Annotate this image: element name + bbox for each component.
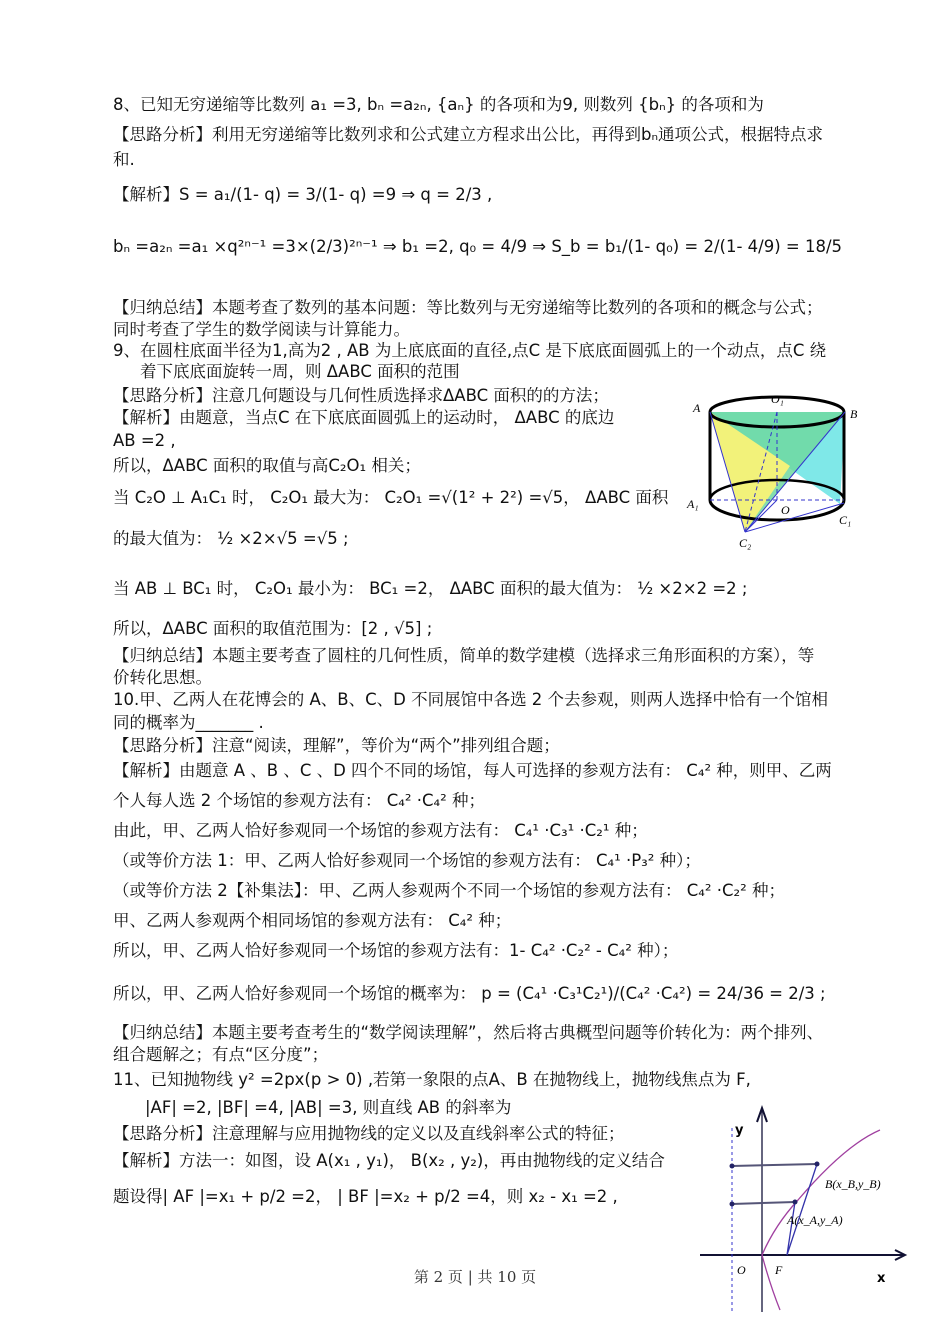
- label-o: O: [781, 503, 790, 517]
- q9-solution-2: 所以，ΔABC 面积的取值与高C₂O₁ 相关；: [113, 456, 421, 475]
- q10-analysis: 【思路分析】注意“阅读，理解”，等价为“两个”排列组合题；: [113, 736, 560, 755]
- q11-solution-1: 【解析】方法一：如图，设 A(x₁ , y₁)， B(x₂ , y₂)，再由抛物线的定义结合: [113, 1151, 665, 1170]
- q11-solution-2: 题设得| AF |=x₁ + p/2 =2， | BF |=x₂ + p/2 =4，则 x₂ - x₁ =2 ,: [113, 1187, 618, 1206]
- q9-solution: 【解析】由题意，当点C 在下底底面圆弧上的运动时， ΔABC 的底边: [113, 408, 615, 427]
- label-c1: C₁: [839, 513, 852, 527]
- q8-solution-1: 【解析】S = a₁/(1- q) = 3/(1- q) =9 ⇒ q = 2/3 ,: [113, 185, 493, 204]
- q10-summary: 【归纳总结】本题主要考查考生的“数学阅读理解”，然后将古典概型问题等价转化为：两个排列、: [113, 1023, 824, 1042]
- q10-solution-4: （或等价方法 1：甲、乙两人恰好参观同一个场馆的参观方法有： C₄¹ ·P₃² 种）；: [113, 851, 701, 870]
- label-y: y: [735, 1123, 744, 1138]
- label-a: A: [693, 401, 701, 415]
- q10-solution-2: 个人每人选 2 个场馆的参观方法有： C₄² ·C₄² 种；: [113, 791, 485, 810]
- q9-solution-4: 的最大值为： ½ ×2×√5 =√5 ;: [113, 529, 349, 548]
- q9-solution-6: 所以，ΔABC 面积的取值范围为：[2 , √5] ;: [113, 619, 433, 638]
- label-f: F: [775, 1263, 783, 1277]
- q9-statement: 9、在圆柱底面半径为1,高为2 , AB 为上底底面的直径,点C 是下底底面圆弧上的一个动点，点C 绕: [113, 341, 827, 360]
- label-o1: O₁: [771, 392, 784, 406]
- label-x: x: [877, 1271, 886, 1286]
- q9-analysis: 【思路分析】注意几何题设与几何性质选择求ΔABC 面积的的方法；: [113, 386, 609, 405]
- q10-statement: 10.甲、乙两人在花博会的 A、B、C、D 不同展馆中各选 2 个去参观，则两人选择中恰有一个馆相: [113, 690, 829, 709]
- q10-solution-1: 【解析】由题意 A 、B 、C 、D 四个不同的场馆，每人可选择的参观方法有： C₄² 种，则甲、乙两: [113, 761, 832, 780]
- label-o: O: [737, 1263, 746, 1277]
- q9-summary-cont: 价转化思想。: [113, 668, 212, 687]
- q8-summary: 【归纳总结】本题考查了数列的基本问题：等比数列与无穷递缩等比数列的各项和的概念与公式；: [113, 298, 823, 317]
- page-footer: 第 2 页 | 共 10 页: [413, 1268, 537, 1286]
- q11-statement: 11、已知抛物线 y² =2px(p > 0) ,若第一象限的点A、B 在抛物线上，抛物线焦点为 F,: [113, 1070, 751, 1089]
- q10-solution-7: 所以，甲、乙两人恰好参观同一个场馆的参观方法有：1- C₄² ·C₂² - C₄² 种）；: [113, 941, 679, 960]
- label-b: B: [850, 407, 858, 421]
- q9-solution-3: 当 C₂O ⊥ A₁C₁ 时， C₂O₁ 最大为： C₂O₁ =√(1² + 2²) =√5， ΔABC 面积: [113, 488, 669, 507]
- q8-summary-cont: 同时考查了学生的数学阅读与计算能力。: [113, 320, 410, 339]
- q9-solution-ab: AB =2 ,: [113, 431, 176, 450]
- q8-statement: 8、已知无穷递缩等比数列 a₁ =3, bₙ =a₂ₙ, {aₙ} 的各项和为9, 则数列 {bₙ} 的各项和为: [113, 95, 764, 114]
- label-point-b: B(x_B,y_B): [825, 1177, 881, 1191]
- q9-summary: 【归纳总结】本题主要考查了圆柱的几何性质，简单的数学建模（选择求三角形面积的方案），等: [113, 646, 815, 665]
- q10-statement-cont: 同的概率为_______ .: [113, 713, 264, 732]
- parabola-curve: [762, 1130, 880, 1255]
- q8-analysis-cont: 和.: [113, 150, 135, 169]
- q11-analysis: 【思路分析】注意理解与应用抛物线的定义以及直线斜率公式的特征；: [113, 1124, 625, 1143]
- label-a1: A₁: [687, 497, 699, 511]
- q8-analysis: 【思路分析】利用无穷递缩等比数列求和公式建立方程求出公比，再得到bₙ通项公式，根据特点求: [113, 125, 824, 144]
- q10-solution-3: 由此，甲、乙两人恰好参观同一个场馆的参观方法有： C₄¹ ·C₃¹ ·C₂¹ 种；: [113, 821, 648, 840]
- q11-statement-cont: |AF| =2, |BF| =4, |AB| =3, 则直线 AB 的斜率为: [145, 1098, 512, 1117]
- q10-solution-5: （或等价方法 2【补集法】：甲、乙两人参观两个不同一个场馆的参观方法有： C₄² ·C₂² 种；: [113, 881, 785, 900]
- q9-statement-cont: 着下底底面旋转一周，则 ΔABC 面积的范围: [140, 362, 460, 381]
- label-point-a: A(x_A,y_A): [787, 1213, 843, 1227]
- q10-solution-8: 所以，甲、乙两人恰好参观同一个场馆的概率为： p = (C₄¹ ·C₃¹C₂¹)/(C₄² ·C₄²) = 24/36 = 2/3 ;: [113, 984, 826, 1003]
- q10-solution-6: 甲、乙两人参观两个相同场馆的参观方法有： C₄² 种；: [113, 911, 512, 930]
- q9-solution-5: 当 AB ⊥ BC₁ 时， C₂O₁ 最小为： BC₁ =2， ΔABC 面积的最大值为： ½ ×2×2 =2 ;: [113, 579, 748, 598]
- q8-solution-2: bₙ =a₂ₙ =a₁ ×q²ⁿ⁻¹ =3×(2/3)²ⁿ⁻¹ ⇒ b₁ =2, q₀ = 4/9 ⇒ S_b = b₁/(1- q₀) = 2/(1- 4/9) = 18/5: [113, 237, 843, 256]
- cylinder-figure: [685, 390, 865, 550]
- q10-summary-cont: 组合题解之；有点“区分度”；: [113, 1045, 329, 1064]
- label-c2: C₂: [739, 536, 752, 550]
